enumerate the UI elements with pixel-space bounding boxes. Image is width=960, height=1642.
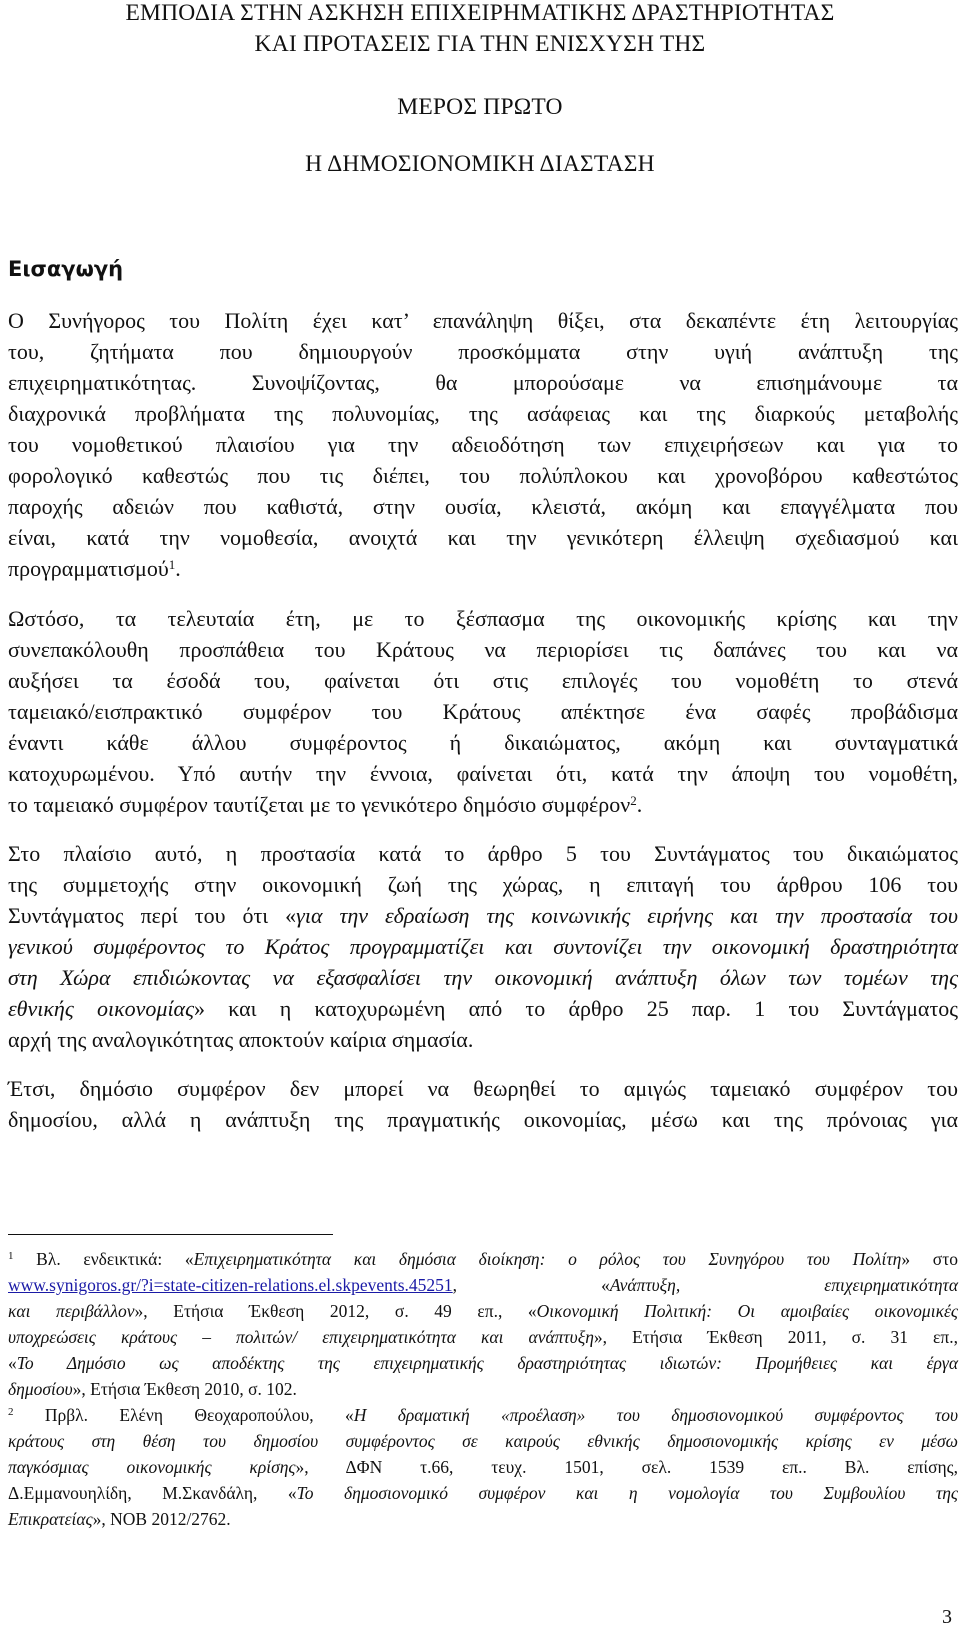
footnote-number: 2	[8, 1406, 14, 1418]
footnote-line	[8, 1324, 958, 1350]
text-span: «	[8, 1353, 17, 1373]
text-span: Βλ. ενδεικτικά: «	[36, 1249, 194, 1269]
text-line: του νομοθετικού πλαισίου για την αδειοδότηση των επιχειρήσεων και για το	[8, 432, 958, 457]
citation-title: Επιχειρηματικότητα και δημόσια διοίκηση: ο ρόλος του Συνηγόρου του Πολίτη	[193, 1249, 902, 1269]
citation-title: Ανάπτυξη, επιχειρηματικότητα	[609, 1275, 959, 1295]
text-span: », Ετήσια Έκθεση 2010, σ. 102.	[72, 1379, 297, 1399]
text-line: έναντι κάθε άλλου συμφέροντος ή δικαιώματος, ακόμη και συνταγματικά	[8, 730, 958, 755]
footnote-line	[8, 1350, 958, 1376]
citation-title: κράτους στη θέση του δημοσίου συμφέροντος σε καιρούς εθνικής δημοσιονομικής κρίσης εν μέσω	[8, 1431, 958, 1451]
footnote-line	[8, 1454, 958, 1480]
text-line: ταμειακό/εισπρακτικό συμφέρον του Κράτους απέκτησε ένα σαφές προβάδισμα	[8, 699, 958, 724]
footnote-ref-2[interactable]: 2	[630, 793, 637, 808]
footnote-line	[8, 1376, 958, 1402]
text-span: το ταμειακό συμφέρον ταυτίζεται με το γενικότερο δημόσιο συμφέρον	[8, 792, 631, 817]
text-span: προγραμματισμού	[8, 556, 169, 581]
text-line: Ο Συνήγορος του Πολίτη έχει κατ’ επανάληψη θίξει, στα δεκαπέντε έτη λειτουργίας	[8, 308, 958, 333]
paragraph-2	[8, 603, 958, 820]
quoted-text: εθνικής οικονομίας	[8, 996, 195, 1021]
text-span: Δ.Εμμανουηλίδη, Μ.Σκανδάλη, «	[8, 1483, 297, 1503]
citation-title: Η δραματική «προέλαση» του δημοσιονομικού συμφέροντος του	[353, 1405, 958, 1425]
citation-title: Το δημοσιονομικό συμφέρον και η νομολογία του Συμβουλίου της	[296, 1483, 958, 1503]
quoted-text: στη Χώρα επιδιώκοντας να εξασφαλίσει την οικονομική ανάπτυξη όλων των τομέων της	[8, 965, 958, 990]
text-line	[8, 900, 958, 931]
footnote-ref-1[interactable]: 1	[168, 557, 176, 572]
text-line: το ταμειακό συμφέρον ταυτίζεται με το γενικότερο δημόσιο συμφέρον$^2$.	[8, 792, 643, 817]
citation-title: Το Δημόσιο ως αποδέκτης της επιχειρηματικής δραστηριότητας ιδιωτών: Προμήθειες και έργα	[16, 1353, 958, 1373]
synigoros-link[interactable]: www.synigoros.gr/?i=state-citizen-relations.el.skpevents.45251	[8, 1275, 453, 1295]
text-line: Ωστόσο, τα τελευταία έτη, με το ξέσπασμα της οικονομικής κρίσης και την	[8, 606, 958, 631]
page-number: 3	[942, 1606, 952, 1628]
text-span: » και η κατοχυρωμένη από το άρθρο 25 παρ. 1 του Συντάγματος	[194, 996, 958, 1021]
footnote-line	[8, 1506, 958, 1532]
footnote-line	[8, 1480, 958, 1506]
text-span: », ΝΟΒ 2012/2762.	[92, 1509, 231, 1529]
text-span: », Ετήσια Έκθεση 2011, σ. 31 επ.,	[593, 1327, 958, 1347]
text-line: προγραμματισμού$^1$.	[8, 556, 181, 581]
citation-title: Οικονομική Πολιτική: Οι αμοιβαίες οικονομικές	[536, 1301, 958, 1321]
text-line: Στο πλαίσιο αυτό, η προστασία κατά το άρθρο 5 του Συντάγματος του δικαιώματος	[8, 841, 958, 866]
document-title-line-1: ΕΜΠΟΔΙΑ ΣΤΗΝ ΑΣΚΗΣΗ ΕΠΙΧΕΙΡΗΜΑΤΙΚΗΣ ΔΡΑΣΤΗΡΙΟΤΗΤΑΣ	[125, 0, 835, 26]
citation-title: δημοσίου	[8, 1379, 73, 1399]
footnote-separator	[8, 1234, 333, 1235]
footnote-line	[8, 1272, 958, 1298]
text-line	[8, 962, 958, 993]
text-line: παροχής αδειών που καθιστά, στην ουσία, κλειστά, ακόμη και επαγγέλματα που	[8, 494, 958, 519]
citation-title: υποχρεώσεις κράτους – πολιτών/ επιχειρηματικότητα και ανάπτυξη	[8, 1327, 594, 1347]
text-span: , «	[452, 1275, 610, 1295]
footnote-line	[8, 1402, 958, 1428]
paragraph-3	[8, 838, 958, 1055]
text-span: » στο	[901, 1249, 958, 1269]
citation-title: Επικρατείας	[8, 1509, 93, 1529]
document-title-line-2: ΚΑΙ ΠΡΟΤΑΣΕΙΣ ΓΙΑ ΤΗΝ ΕΝΙΣΧΥΣΗ ΤΗΣ	[254, 31, 706, 57]
text-span: », ΔΦΝ τ.66, τευχ. 1501, σελ. 1539 επ.. Βλ. επίσης,	[295, 1457, 958, 1477]
footnote-2	[8, 1402, 958, 1532]
footnote-line	[8, 1246, 958, 1272]
paragraph-1	[8, 305, 958, 584]
text-span: », Ετήσια Έκθεση 2012, σ. 49 επ., «	[134, 1301, 537, 1321]
footnote-1	[8, 1246, 958, 1402]
text-line: είναι, κατά την νομοθεσία, ανοιχτά και την γενικότερη έλλειψη σχεδιασμού και	[8, 525, 958, 550]
footnote-line	[8, 1428, 958, 1454]
quoted-text: γενικού συμφέροντος το Κράτος προγραμματίζει και συντονίζει την οικονομική δραστηριότητα	[8, 934, 958, 959]
citation-title: και περιβάλλον	[8, 1301, 135, 1321]
section-subtitle: Η ΔΗΜΟΣΙΟΝΟΜΙΚΗ ΔΙΑΣΤΑΣΗ	[305, 151, 655, 177]
part-title: ΜΕΡΟΣ ΠΡΩΤΟ	[397, 94, 563, 120]
text-line: αυξήσει τα έσοδά του, φαίνεται ότι στις επιλογές του νομοθέτη το στενά	[8, 668, 958, 693]
text-line: της συμμετοχής στην οικονομική ζωή της χώρας, η επιταγή του άρθρου 106 του	[8, 872, 958, 897]
text-line	[8, 993, 958, 1024]
text-line: συνεπακόλουθη προσπάθεια του Κράτους να περιορίσει τις δαπάνες του και να	[8, 637, 958, 662]
footnote-line	[8, 1298, 958, 1324]
footnote-number: 1	[8, 1250, 14, 1262]
text-line: επιχειρηματικότητας. Συνοψίζοντας, θα μπορούσαμε να επισημάνουμε τα	[8, 370, 958, 395]
text-line: αρχή της αναλογικότητας αποκτούν καίρια σημασία.	[8, 1027, 474, 1052]
text-line: κατοχυρωμένου. Υπό αυτήν την έννοια, φαίνεται ότι, κατά την άποψη του νομοθέτη,	[8, 761, 958, 786]
text-span: Πρβλ. Ελένη Θεοχαροπούλου, «	[44, 1405, 354, 1425]
text-line	[8, 931, 958, 962]
quoted-text: για την εδραίωση της κοινωνικής ειρήνης και την προστασία του	[296, 903, 958, 928]
paragraph-4	[8, 1073, 958, 1135]
introduction-heading: Εισαγωγή	[8, 257, 124, 281]
text-line: δημοσίου, αλλά η ανάπτυξη της πραγματικής οικονομίας, μέσω και της πρόνοιας για	[8, 1107, 958, 1132]
text-line: φορολογικό καθεστώς που τις διέπει, του πολύπλοκου και χρονοβόρου καθεστώτος	[8, 463, 958, 488]
citation-title: παγκόσμιας οικονομικής κρίσης	[8, 1457, 296, 1477]
text-line: διαχρονικά προβλήματα της πολυνομίας, της ασάφειας και της διαρκούς μεταβολής	[8, 401, 958, 426]
text-line: του, ζητήματα που δημιουργούν προσκόμματα στην υγιή ανάπτυξη της	[8, 339, 958, 364]
text-line: Έτσι, δημόσιο συμφέρον δεν μπορεί να θεωρηθεί το αμιγώς ταμειακό συμφέρον του	[8, 1076, 958, 1101]
text-span: Συντάγματος περί του ότι «	[8, 903, 297, 928]
